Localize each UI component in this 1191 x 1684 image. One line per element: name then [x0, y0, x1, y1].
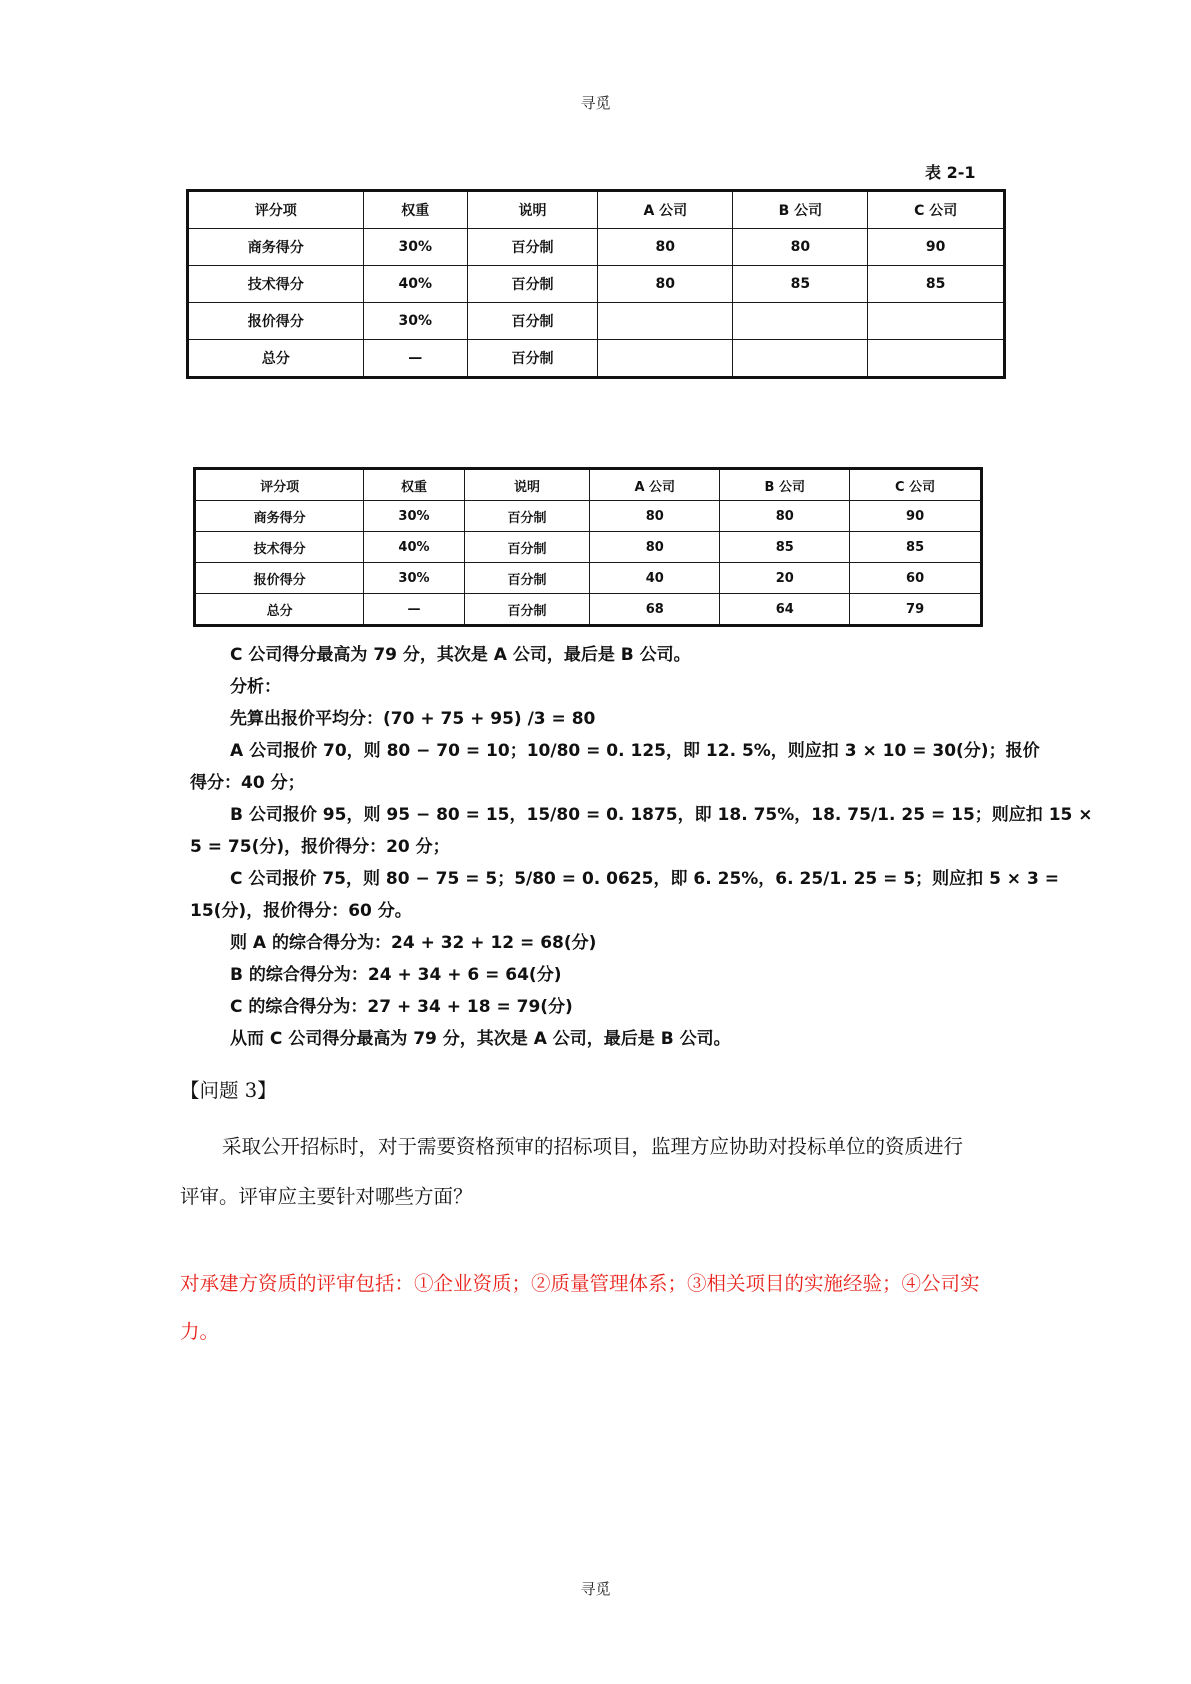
analysis-line: C 公司得分最高为 79 分，其次是 A 公司，最后是 B 公司。 — [230, 645, 691, 665]
answer-text: 力。 — [180, 1320, 220, 1343]
table-cell: 百分制 — [467, 340, 597, 378]
question-heading: 【问题 3】 — [180, 1079, 277, 1102]
question-text: 评审。评审应主要针对哪些方面？ — [180, 1185, 473, 1208]
analysis-line: 得分：40 分； — [190, 773, 305, 793]
analysis-line: 15(分)，报价得分：60 分。 — [190, 901, 412, 921]
table-cell: 20 — [720, 563, 850, 594]
table-cell: 技术得分 — [195, 532, 364, 563]
table-cell: 报价得分 — [195, 563, 364, 594]
table-cell — [868, 340, 1005, 378]
column-header: 评分项 — [188, 191, 364, 229]
table-row — [188, 303, 1005, 340]
analysis-line: 5 = 75(分)，报价得分：20 分； — [190, 837, 450, 857]
table-cell: 40% — [364, 532, 465, 563]
table-cell: 80 — [590, 532, 720, 563]
column-header: A 公司 — [590, 469, 720, 501]
column-header: 权重 — [363, 191, 467, 229]
column-header: B 公司 — [733, 191, 868, 229]
page-header: 寻觅 — [580, 94, 611, 112]
analysis-line: 从而 C 公司得分最高为 79 分，其次是 A 公司，最后是 B 公司。 — [230, 1029, 731, 1049]
table-row — [188, 266, 1005, 303]
table-cell: 80 — [590, 501, 720, 532]
table-cell: 30% — [364, 563, 465, 594]
table-cell: 60 — [850, 563, 982, 594]
page-footer: 寻觅 — [580, 1580, 611, 1598]
table-cell: 商务得分 — [188, 229, 364, 266]
table-header-row — [188, 191, 1005, 229]
table-cell: 90 — [868, 229, 1005, 266]
table-cell: 百分制 — [464, 532, 589, 563]
table-cell: 百分制 — [464, 563, 589, 594]
table-row — [195, 532, 982, 563]
table-cell: 30% — [364, 501, 465, 532]
table-caption: 表 2-1 — [925, 163, 976, 182]
table-cell: 68 — [590, 594, 720, 626]
table-cell — [868, 303, 1005, 340]
analysis-line: 则 A 的综合得分为：24 + 32 + 12 = 68(分) — [230, 933, 597, 953]
table-cell: 30% — [363, 303, 467, 340]
table-cell: 85 — [850, 532, 982, 563]
table-cell: 80 — [720, 501, 850, 532]
table-cell: 80 — [598, 229, 733, 266]
table-row — [195, 501, 982, 532]
table-cell: 百分制 — [467, 303, 597, 340]
question-text: 采取公开招标时，对于需要资格预审的招标项目，监理方应协助对投标单位的资质进行 — [222, 1135, 964, 1158]
table-cell: 百分制 — [464, 594, 589, 626]
table-row — [195, 563, 982, 594]
table-cell: 商务得分 — [195, 501, 364, 532]
column-header: C 公司 — [868, 191, 1005, 229]
analysis-line: C 的综合得分为：27 + 34 + 18 = 79(分) — [230, 997, 573, 1017]
table-cell — [733, 340, 868, 378]
column-header: C 公司 — [850, 469, 982, 501]
column-header: 权重 — [364, 469, 465, 501]
table-cell: 40% — [363, 266, 467, 303]
table-cell: 总分 — [188, 340, 364, 378]
column-header: A 公司 — [598, 191, 733, 229]
table-cell: 85 — [720, 532, 850, 563]
table-row — [188, 340, 1005, 378]
column-header: B 公司 — [720, 469, 850, 501]
table-cell: 百分制 — [467, 229, 597, 266]
column-header: 说明 — [464, 469, 589, 501]
table-cell — [598, 340, 733, 378]
table-cell: 80 — [598, 266, 733, 303]
table-cell — [733, 303, 868, 340]
column-header: 说明 — [467, 191, 597, 229]
score-table-filled — [193, 467, 983, 627]
table-cell: 30% — [363, 229, 467, 266]
table-cell: 64 — [720, 594, 850, 626]
score-table-blank — [186, 189, 1006, 379]
analysis-line: 分析： — [230, 677, 281, 697]
table-cell: 百分制 — [464, 501, 589, 532]
table-cell: 总分 — [195, 594, 364, 626]
table-cell: — — [363, 340, 467, 378]
analysis-line: C 公司报价 75，则 80 − 75 = 5；5/80 = 0. 0625，即 6. 25%，6. 25/1. 25 = 5；则应扣 5 × 3 = — [230, 869, 1059, 889]
analysis-line: 先算出报价平均分：(70 + 75 + 95) /3 = 80 — [230, 709, 596, 729]
analysis-line: A 公司报价 70，则 80 − 70 = 10；10/80 = 0. 125，即 12. 5%，则应扣 3 × 10 = 30(分)；报价 — [230, 741, 1040, 761]
table-cell: — — [364, 594, 465, 626]
table-cell: 90 — [850, 501, 982, 532]
table-cell: 85 — [733, 266, 868, 303]
table-row — [195, 594, 982, 626]
table-cell: 40 — [590, 563, 720, 594]
table-cell — [598, 303, 733, 340]
analysis-line: B 公司报价 95，则 95 − 80 = 15，15/80 = 0. 1875，即 18. 75%，18. 75/1. 25 = 15；则应扣 15 × — [230, 805, 1093, 825]
table-header-row — [195, 469, 982, 501]
table-cell: 技术得分 — [188, 266, 364, 303]
table-row — [188, 229, 1005, 266]
answer-text: 对承建方资质的评审包括：①企业资质；②质量管理体系；③相关项目的实施经验；④公司实 — [180, 1272, 980, 1295]
table-cell: 79 — [850, 594, 982, 626]
table-cell: 百分制 — [467, 266, 597, 303]
table-cell: 80 — [733, 229, 868, 266]
analysis-line: B 的综合得分为：24 + 34 + 6 = 64(分) — [230, 965, 562, 985]
table-cell: 85 — [868, 266, 1005, 303]
table-cell: 报价得分 — [188, 303, 364, 340]
column-header: 评分项 — [195, 469, 364, 501]
